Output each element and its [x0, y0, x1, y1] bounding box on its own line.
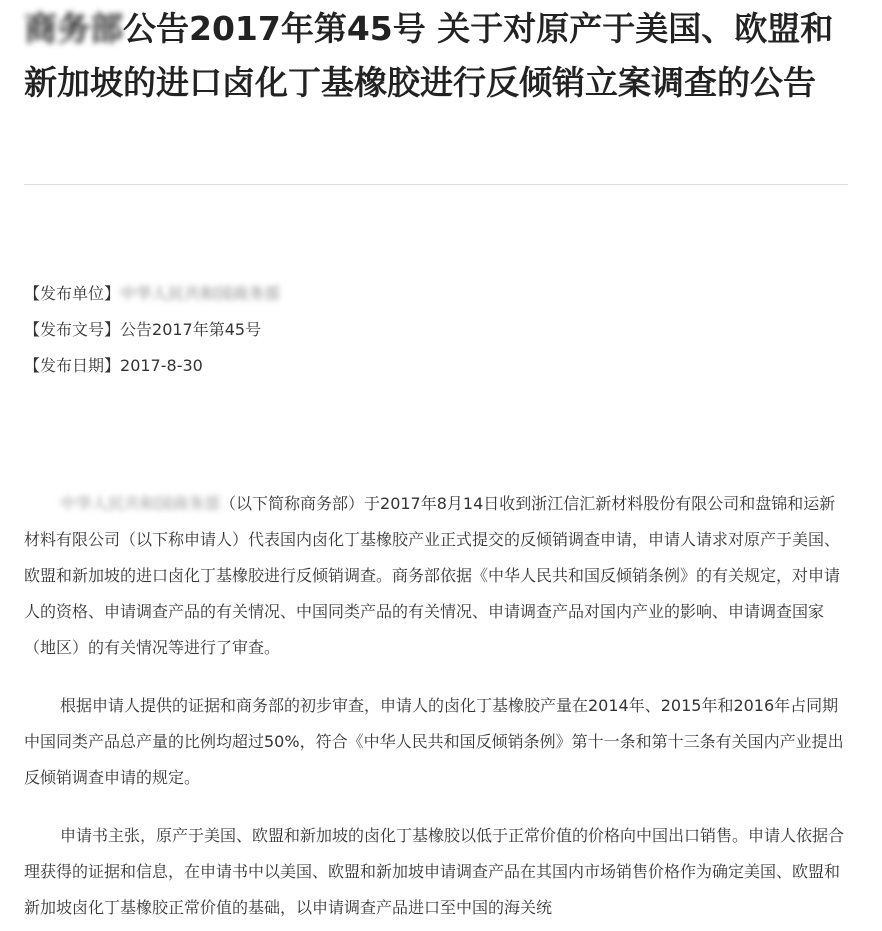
paragraph-1-text: （以下简称商务部）于2017年8月14日收到浙江信汇新材料股份有限公司和盘锦和运新材料有限公司（以下称申请人）代表国内卤化丁基橡胶产业正式提交的反倾销调查申请，申请人请求对原产于美国、欧盟和新加坡的进口卤化丁基橡胶进行反倾销调查。商务部依据《中华人民共和国反倾销条例》的有关规定，对申请人的资格、申请调查产品的有关情况、中国同类产品的有关情况、申请调查产品对国内产业的影响、申请调查国家（地区）的有关情况等进行了审查。 [24, 494, 841, 657]
paragraph-2: 根据申请人提供的证据和商务部的初步审查，申请人的卤化丁基橡胶产量在2014年、2015年和2016年占同期中国同类产品总产量的比例均超过50%，符合《中华人民共和国反倾销条例》第十一条和第十三条有关国内产业提出反倾销调查申请的规定。 [24, 696, 844, 787]
paragraph-1 [24, 486, 850, 666]
publication-meta [24, 276, 624, 384]
article-body [24, 486, 850, 931]
meta-date-row [24, 348, 624, 384]
article-title [24, 2, 856, 110]
meta-unit-row [24, 276, 624, 312]
meta-unit-label: 【发布单位】 [24, 284, 121, 303]
meta-docno-row [24, 312, 624, 348]
title-blurred-prefix: 商务部 [24, 9, 123, 48]
meta-date-label: 【发布日期】 [24, 356, 121, 375]
meta-unit-value: 中华人民共和国商务部 [120, 284, 281, 303]
paragraph-1-blurred: 中华人民共和国商务部 [60, 494, 221, 513]
title-text: 公告2017年第45号 关于对原产于美国、欧盟和新加坡的进口卤化丁基橡胶进行反倾销立案调查的公告 [24, 9, 834, 102]
meta-date-value: 2017-8-30 [120, 356, 203, 375]
meta-docno-label: 【发布文号】 [24, 320, 121, 339]
meta-docno-value: 公告2017年第45号 [120, 320, 262, 339]
title-divider [24, 184, 848, 185]
paragraph-3: 申请书主张，原产于美国、欧盟和新加坡的卤化丁基橡胶以低于正常价值的价格向中国出口销售。申请人依据合理获得的证据和信息，在申请书中以美国、欧盟和新加坡申请调查产品在其国内市场销售价格作为确定美国、欧盟和新加坡卤化丁基橡胶正常价值的基础，以申请调查产品进口至中国的海关统 [24, 826, 845, 917]
